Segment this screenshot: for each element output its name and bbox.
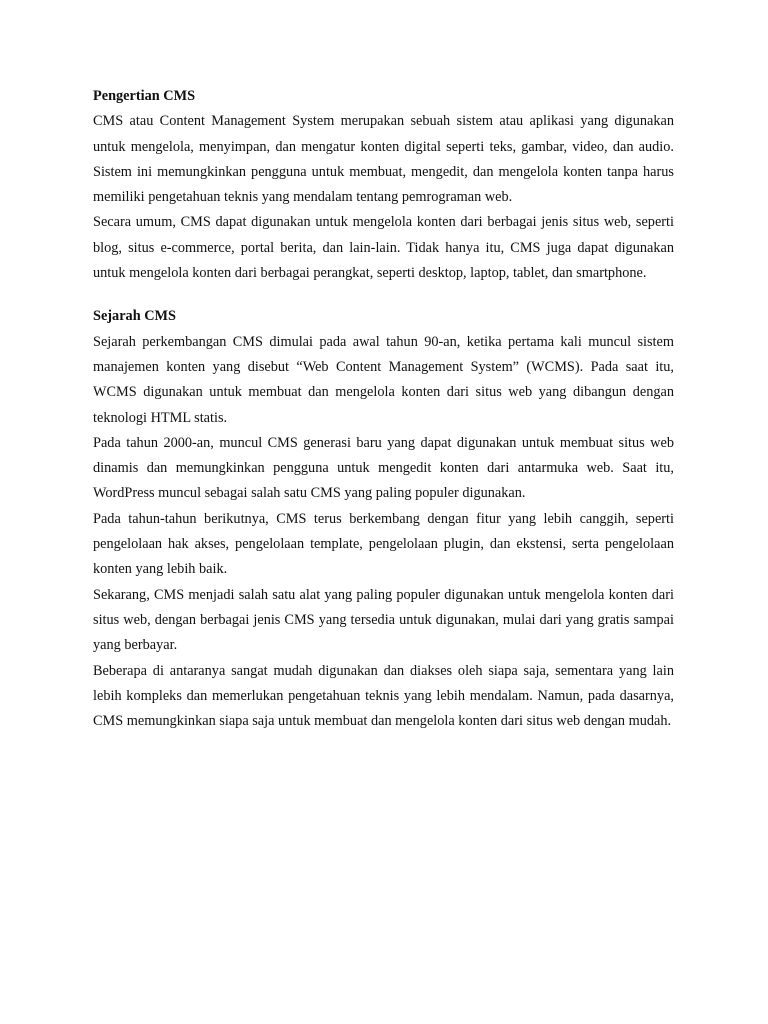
paragraph: Pada tahun 2000-an, muncul CMS generasi baru yang dapat digunakan untuk membuat situs web dinamis dan memungkinkan pengguna untuk mengedit konten dari antarmuka web. Saat itu, WordPress muncul sebagai salah satu CMS yang paling populer digunakan. — [93, 434, 674, 502]
paragraph: Pada tahun-tahun berikutnya, CMS terus berkembang dengan fitur yang lebih canggih, seperti pengelolaan hak akses, pengelolaan template, pengelolaan plugin, dan ekstensi, serta pengelolaan konten yang lebih baik. — [93, 510, 674, 578]
paragraph: CMS atau Content Management System merupakan sebuah sistem atau aplikasi yang digunakan untuk mengelola, menyimpan, dan mengatur konten digital seperti teks, gambar, video, dan audio. Sistem ini memungkinkan pengguna untuk membuat, mengedit, dan mengelola konten tanpa harus memiliki pengetahuan teknis yang mendalam tentang pemrograman web. — [93, 113, 674, 206]
section-title: Pengertian CMS — [93, 88, 196, 104]
paragraph: Secara umum, CMS dapat digunakan untuk mengelola konten dari berbagai jenis situs web, seperti blog, situs e-commerce, portal berita, dan lain-lain. Tidak hanya itu, CMS juga dapat digunakan untuk mengelola konten dari berbagai perangkat, seperti desktop, laptop, tablet, dan smartphone. — [93, 214, 674, 282]
paragraph: Beberapa di antaranya sangat mudah digunakan dan diakses oleh siapa saja, sementara yang lain lebih kompleks dan memerlukan pengetahuan teknis yang lebih mendalam. Namun, pada dasarnya, CMS memungkinkan siapa saja untuk membuat dan mengelola konten dari situs web dengan mudah. — [93, 662, 674, 730]
section-title: Sejarah CMS — [93, 308, 176, 325]
document-page — [93, 84, 674, 734]
section-pengertian-cms — [93, 84, 674, 286]
paragraph: Sejarah perkembangan CMS dimulai pada awal tahun 90-an, ketika pertama kali muncul sistem manajemen konten yang disebut “Web Content Management System” (WCMS). Pada saat itu, WCMS digunakan untuk membuat dan mengelola konten dari situs web yang dibangun dengan teknologi HTML statis. — [93, 333, 674, 426]
section-sejarah-cms — [93, 304, 674, 734]
paragraph: Sekarang, CMS menjadi salah satu alat yang paling populer digunakan untuk mengelola konten dari situs web, dengan berbagai jenis CMS yang tersedia untuk digunakan, mulai dari yang gratis sampai yang berbayar. — [93, 586, 674, 654]
section-spacer — [93, 286, 674, 304]
